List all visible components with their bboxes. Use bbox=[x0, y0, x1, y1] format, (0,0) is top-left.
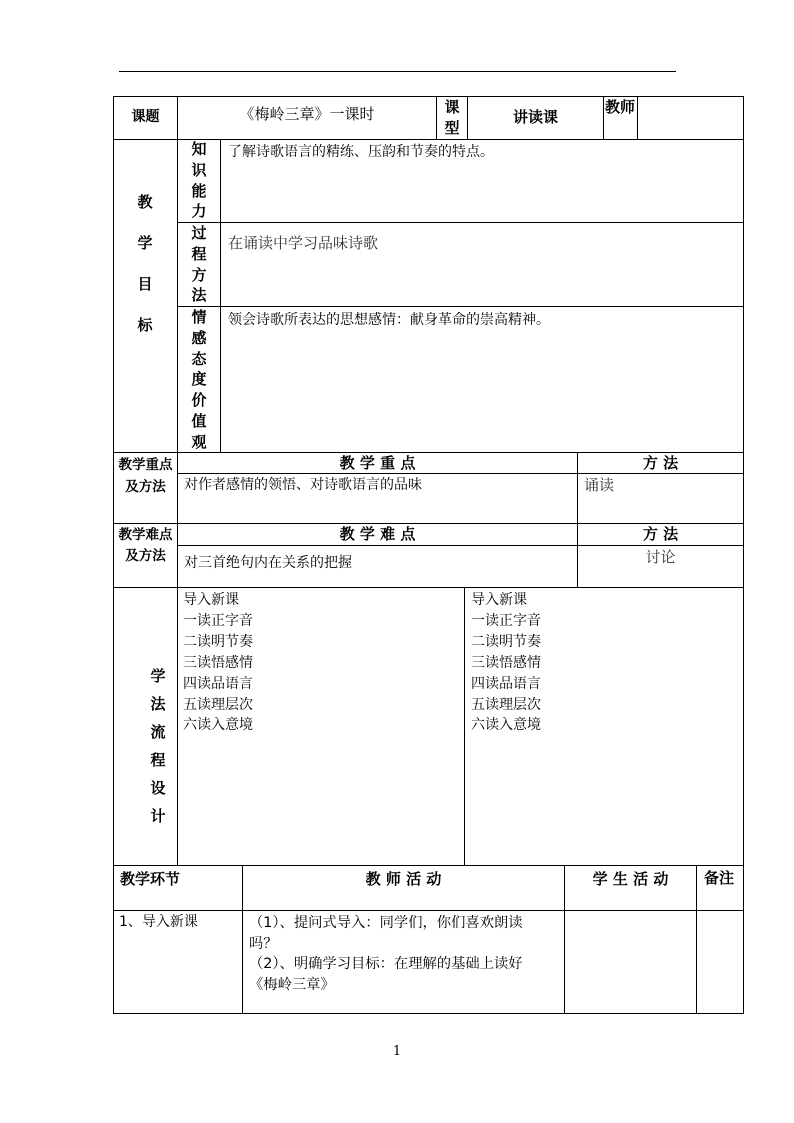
flow-step: 导入新课 bbox=[183, 592, 239, 608]
key-points-content: 对作者感情的领悟、对诗歌语言的品味 bbox=[184, 477, 422, 493]
flow-step: 二读明节奏 bbox=[183, 633, 253, 650]
key-points-method: 诵读 bbox=[584, 476, 615, 494]
flow-steps-left bbox=[183, 590, 453, 736]
objective-knowledge-label: 知识能力 bbox=[191, 140, 207, 221]
topic-label: 课题 bbox=[131, 109, 160, 125]
activities-student-head: 学 生 活 动 bbox=[592, 870, 669, 888]
activity-teacher-line: 吗？ bbox=[249, 935, 278, 952]
activity-teacher-line: （2）、明确学习目标：在理解的基础上读好 bbox=[249, 956, 523, 973]
difficulties-method-head: 方 法 bbox=[642, 525, 679, 543]
flow-step: 二读明节奏 bbox=[471, 633, 541, 650]
activity-teacher-line: （1）、提问式导入：同学们，你们喜欢朗读 bbox=[249, 915, 523, 931]
flow-step: 六读入意境 bbox=[183, 717, 253, 734]
activities-note-head: 备注 bbox=[704, 869, 734, 887]
header-rule bbox=[119, 71, 676, 72]
teacher-label: 教师 bbox=[605, 98, 635, 116]
flow-step: 五读理层次 bbox=[183, 696, 253, 713]
key-points-method-head: 方 法 bbox=[642, 454, 679, 472]
difficulties-content: 对三首绝句内在关系的把握 bbox=[184, 555, 352, 571]
flow-step: 四读品语言 bbox=[183, 675, 253, 692]
flow-step: 四读品语言 bbox=[471, 675, 541, 692]
flow-step: 一读正字音 bbox=[471, 612, 541, 629]
objective-process-text: 在诵读中学习品味诗歌 bbox=[228, 234, 379, 252]
flow-step: 三读悟感情 bbox=[471, 654, 541, 671]
objective-knowledge-text: 了解诗歌语言的精练、压韵和节奏的特点。 bbox=[228, 144, 494, 160]
difficulties-label: 教学难点及方法 bbox=[118, 527, 173, 564]
flow-label: 学法流程设计 bbox=[150, 667, 166, 825]
flow-step: 一读正字音 bbox=[183, 612, 253, 629]
key-points-head: 教 学 重 点 bbox=[339, 454, 416, 472]
activity-teacher bbox=[249, 913, 561, 996]
activity-stage: 1、导入新课 bbox=[119, 914, 198, 930]
difficulties-method: 讨论 bbox=[645, 548, 676, 566]
difficulties-head: 教 学 难 点 bbox=[339, 525, 416, 543]
activity-teacher-line: 《梅岭三章》 bbox=[249, 977, 335, 994]
flow-step: 六读入意境 bbox=[471, 717, 541, 734]
flow-steps-right bbox=[471, 590, 736, 736]
objective-emotion-text: 领会诗歌所表达的思想感情：献身革命的崇高精神。 bbox=[228, 312, 550, 328]
objective-emotion-label: 情感态度价值观 bbox=[191, 308, 207, 451]
objectives-label: 教学目标 bbox=[137, 193, 153, 334]
activities-teacher-head: 教 师 活 动 bbox=[365, 870, 442, 888]
flow-step: 五读理层次 bbox=[471, 696, 541, 713]
type-label: 课型 bbox=[444, 98, 460, 137]
activities-stage-head: 教学环节 bbox=[120, 870, 181, 888]
objective-process-label: 过程方法 bbox=[191, 224, 207, 305]
type-value: 讲读课 bbox=[512, 108, 558, 126]
topic-value: 《梅岭三章》一课时 bbox=[239, 105, 375, 123]
flow-step: 导入新课 bbox=[471, 592, 527, 608]
flow-step: 三读悟感情 bbox=[183, 654, 253, 671]
key-points-label: 教学重点及方法 bbox=[118, 457, 173, 495]
page-number: 1 bbox=[392, 1044, 402, 1059]
